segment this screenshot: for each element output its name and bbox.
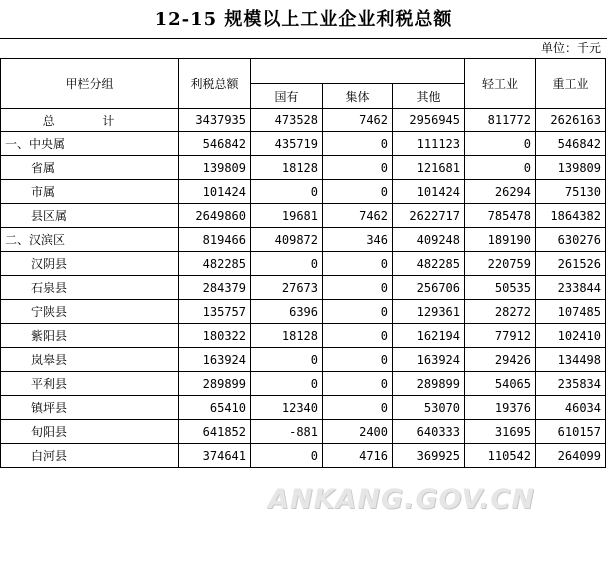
cell-heavy: 235834 <box>536 372 606 396</box>
cell-light: 28272 <box>465 300 536 324</box>
row-label: 镇坪县 <box>1 396 179 420</box>
cell-light: 50535 <box>465 276 536 300</box>
header-light-industry: 轻工业 <box>465 59 536 109</box>
cell-state: 18128 <box>251 156 323 180</box>
table-row <box>1 132 606 156</box>
cell-total: 3437935 <box>179 109 251 132</box>
cell-state: 12340 <box>251 396 323 420</box>
cell-heavy: 134498 <box>536 348 606 372</box>
cell-state: 473528 <box>251 109 323 132</box>
cell-collective: 0 <box>323 324 393 348</box>
table-row <box>1 372 606 396</box>
cell-heavy: 546842 <box>536 132 606 156</box>
cell-total: 289899 <box>179 372 251 396</box>
table-row <box>1 396 606 420</box>
cell-collective: 0 <box>323 300 393 324</box>
row-label: 市属 <box>1 180 179 204</box>
row-label: 县区属 <box>1 204 179 228</box>
cell-total: 641852 <box>179 420 251 444</box>
cell-light: 0 <box>465 156 536 180</box>
row-label: 石泉县 <box>1 276 179 300</box>
cell-state: -881 <box>251 420 323 444</box>
cell-light: 220759 <box>465 252 536 276</box>
cell-total: 139809 <box>179 156 251 180</box>
cell-other: 101424 <box>393 180 465 204</box>
cell-light: 189190 <box>465 228 536 252</box>
cell-state: 0 <box>251 444 323 468</box>
row-label: 二、汉滨区 <box>1 228 179 252</box>
cell-light: 77912 <box>465 324 536 348</box>
cell-heavy: 630276 <box>536 228 606 252</box>
cell-other: 256706 <box>393 276 465 300</box>
cell-heavy: 139809 <box>536 156 606 180</box>
table-row <box>1 276 606 300</box>
cell-other: 53070 <box>393 396 465 420</box>
cell-heavy: 264099 <box>536 444 606 468</box>
cell-total: 2649860 <box>179 204 251 228</box>
cell-state: 0 <box>251 372 323 396</box>
cell-heavy: 75130 <box>536 180 606 204</box>
cell-total: 482285 <box>179 252 251 276</box>
header-other: 其他 <box>393 84 465 109</box>
cell-heavy: 610157 <box>536 420 606 444</box>
cell-state: 27673 <box>251 276 323 300</box>
cell-other: 162194 <box>393 324 465 348</box>
cell-other: 111123 <box>393 132 465 156</box>
row-label: 宁陕县 <box>1 300 179 324</box>
cell-state: 18128 <box>251 324 323 348</box>
cell-light: 54065 <box>465 372 536 396</box>
table-row <box>1 180 606 204</box>
table-row <box>1 228 606 252</box>
header-ownership-group <box>251 59 465 84</box>
total-row <box>1 109 606 132</box>
row-label: 总 计 <box>1 109 179 132</box>
title-divider <box>0 38 607 39</box>
cell-collective: 0 <box>323 180 393 204</box>
table-row <box>1 252 606 276</box>
cell-total: 819466 <box>179 228 251 252</box>
cell-total: 65410 <box>179 396 251 420</box>
header-state-owned: 国有 <box>251 84 323 109</box>
row-label: 省属 <box>1 156 179 180</box>
table-row <box>1 300 606 324</box>
cell-collective: 4716 <box>323 444 393 468</box>
cell-light: 26294 <box>465 180 536 204</box>
cell-light: 0 <box>465 132 536 156</box>
cell-heavy: 102410 <box>536 324 606 348</box>
cell-state: 0 <box>251 348 323 372</box>
cell-collective: 0 <box>323 372 393 396</box>
row-label: 一、中央属 <box>1 132 179 156</box>
cell-heavy: 2626163 <box>536 109 606 132</box>
cell-state: 19681 <box>251 204 323 228</box>
header-heavy-industry: 重工业 <box>536 59 606 109</box>
cell-light: 29426 <box>465 348 536 372</box>
table-row <box>1 204 606 228</box>
cell-collective: 0 <box>323 252 393 276</box>
row-label: 紫阳县 <box>1 324 179 348</box>
cell-state: 435719 <box>251 132 323 156</box>
cell-heavy: 233844 <box>536 276 606 300</box>
cell-light: 31695 <box>465 420 536 444</box>
header-group: 甲栏分组 <box>1 59 179 109</box>
cell-other: 2622717 <box>393 204 465 228</box>
table-row <box>1 324 606 348</box>
row-label: 旬阳县 <box>1 420 179 444</box>
cell-other: 289899 <box>393 372 465 396</box>
cell-state: 0 <box>251 180 323 204</box>
cell-light: 19376 <box>465 396 536 420</box>
cell-other: 121681 <box>393 156 465 180</box>
row-label: 白河县 <box>1 444 179 468</box>
cell-heavy: 46034 <box>536 396 606 420</box>
cell-collective: 0 <box>323 396 393 420</box>
cell-heavy: 261526 <box>536 252 606 276</box>
cell-state: 6396 <box>251 300 323 324</box>
cell-collective: 0 <box>323 348 393 372</box>
header-collective: 集体 <box>323 84 393 109</box>
row-label: 汉阴县 <box>1 252 179 276</box>
row-label: 平利县 <box>1 372 179 396</box>
site-watermark: ANKANG.GOV.CN <box>268 484 535 515</box>
table-row <box>1 444 606 468</box>
cell-total: 546842 <box>179 132 251 156</box>
cell-total: 374641 <box>179 444 251 468</box>
cell-other: 409248 <box>393 228 465 252</box>
cell-total: 180322 <box>179 324 251 348</box>
cell-heavy: 1864382 <box>536 204 606 228</box>
cell-heavy: 107485 <box>536 300 606 324</box>
header-row-1 <box>1 59 606 84</box>
cell-total: 284379 <box>179 276 251 300</box>
cell-collective: 0 <box>323 276 393 300</box>
cell-total: 135757 <box>179 300 251 324</box>
table-row <box>1 156 606 180</box>
cell-other: 129361 <box>393 300 465 324</box>
cell-light: 785478 <box>465 204 536 228</box>
page-title: 12-15 规模以上工业企业利税总额 <box>154 9 453 30</box>
table-row <box>1 348 606 372</box>
cell-collective: 0 <box>323 156 393 180</box>
cell-total: 101424 <box>179 180 251 204</box>
cell-light: 110542 <box>465 444 536 468</box>
cell-collective: 0 <box>323 132 393 156</box>
unit-label: 单位：千元 <box>540 41 601 55</box>
table-row <box>1 420 606 444</box>
cell-collective: 7462 <box>323 204 393 228</box>
cell-state: 0 <box>251 252 323 276</box>
header-total: 利税总额 <box>179 59 251 109</box>
cell-other: 482285 <box>393 252 465 276</box>
profit-tax-table <box>0 58 606 468</box>
cell-other: 369925 <box>393 444 465 468</box>
cell-total: 163924 <box>179 348 251 372</box>
cell-other: 163924 <box>393 348 465 372</box>
cell-light: 811772 <box>465 109 536 132</box>
cell-other: 2956945 <box>393 109 465 132</box>
cell-other: 640333 <box>393 420 465 444</box>
cell-state: 409872 <box>251 228 323 252</box>
cell-collective: 346 <box>323 228 393 252</box>
cell-collective: 7462 <box>323 109 393 132</box>
cell-collective: 2400 <box>323 420 393 444</box>
row-label: 岚皋县 <box>1 348 179 372</box>
